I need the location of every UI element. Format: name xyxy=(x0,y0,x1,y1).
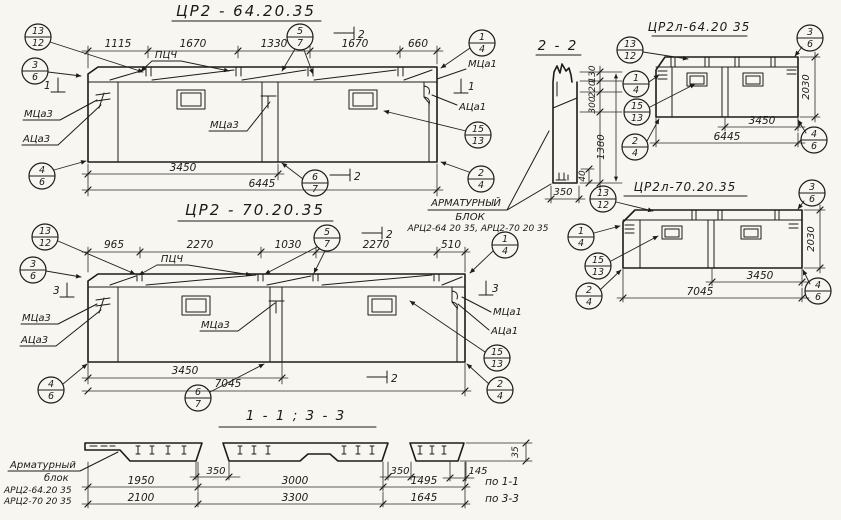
dim-label: 300 xyxy=(588,96,598,114)
callout-number: 7 xyxy=(194,399,202,410)
callout-number: 13 xyxy=(591,267,605,278)
callout-number: 7 xyxy=(323,239,331,250)
dim-label: 2100 xyxy=(127,492,155,504)
note-line: БЛОК xyxy=(455,212,485,223)
dim-label: 1330 xyxy=(260,38,288,50)
section-title: 2 - 2 xyxy=(537,38,579,54)
dim-label: 6445 xyxy=(248,178,276,190)
callout-number: 12 xyxy=(596,200,610,211)
callout-number: 13 xyxy=(31,26,45,37)
rebar-symbols xyxy=(90,446,446,454)
anchor-label-mca3-mid: МЦа3 xyxy=(210,120,239,131)
callout-6-7 xyxy=(302,170,328,196)
anchor-label-mca1: МЦа1 xyxy=(468,59,497,70)
section-details xyxy=(553,82,577,180)
callout-leader xyxy=(594,226,620,233)
callout-number: 7 xyxy=(311,184,319,195)
callout-number: 6 xyxy=(808,194,816,205)
callout-number: 5 xyxy=(323,227,331,238)
callout-number: 15 xyxy=(490,347,504,358)
callout-number: 4 xyxy=(501,246,509,257)
callout-leader xyxy=(410,301,485,352)
callout-number: 1 xyxy=(501,234,509,245)
callout-3-6 xyxy=(799,180,825,206)
pcch-label: ПЦЧ xyxy=(154,50,178,61)
dim-label: 35 xyxy=(511,446,521,458)
dimension-lines xyxy=(82,247,471,396)
anchor-label-aca1: АЦа1 xyxy=(491,326,519,337)
callout-number: 12 xyxy=(623,51,637,62)
callout-number: 4 xyxy=(496,391,504,402)
callout-number: 2 xyxy=(477,168,485,179)
section-mark-label: 3 xyxy=(53,285,60,297)
dim-label: 1645 xyxy=(410,492,438,504)
view-title: ЦР2л-70.20.35 xyxy=(633,180,737,194)
callout-number: 3 xyxy=(806,27,814,38)
callout-number: 6 xyxy=(810,141,818,152)
callout-leader xyxy=(647,119,659,141)
callout-leader xyxy=(643,52,688,59)
callout-15-13 xyxy=(624,99,650,125)
callout-number: 2 xyxy=(631,136,639,147)
dim-label: 350 xyxy=(206,466,226,477)
note-line: АРМАТУРНЫЙ xyxy=(431,198,501,209)
callout-number: 2 xyxy=(496,379,504,390)
section-mark-label: 1 xyxy=(44,80,51,92)
callout-number: 6 xyxy=(29,271,37,282)
callout-6-7 xyxy=(185,385,211,411)
callout-4-6 xyxy=(801,127,827,153)
callout-number: 13 xyxy=(490,359,504,370)
callout-13-12 xyxy=(590,186,616,212)
callout-number: 4 xyxy=(477,180,485,191)
section-mark-label: 2 xyxy=(354,171,361,183)
callout-number: 5 xyxy=(296,26,304,37)
dim-label: 3450 xyxy=(746,270,774,282)
callout-number: 13 xyxy=(596,188,610,199)
callout-leader xyxy=(46,271,81,277)
callout-number: 2 xyxy=(585,285,593,296)
callout-15-13 xyxy=(484,345,510,371)
callout-3-6 xyxy=(20,257,46,283)
panel-details xyxy=(88,274,465,362)
callout-number: 4 xyxy=(631,148,639,159)
callout-number: 4 xyxy=(38,165,46,176)
callout-number: 6 xyxy=(194,387,202,398)
callout-3-6 xyxy=(797,25,823,51)
dim-label: 220 xyxy=(588,80,598,98)
callout-leader xyxy=(282,163,303,179)
anchor-label-aca3: АЦа3 xyxy=(21,335,49,346)
dim-label: 2030 xyxy=(801,74,812,100)
dim-label: 1495 xyxy=(410,475,438,487)
anchor-label-mca1: МЦа1 xyxy=(493,307,522,318)
panel-details xyxy=(656,57,798,117)
section-strip-outline xyxy=(85,443,464,461)
dim-label: 965 xyxy=(103,239,125,251)
dim-label: 1950 xyxy=(127,475,155,487)
callout-15-13 xyxy=(585,253,611,279)
anchor-label-mca3: МЦа3 xyxy=(22,313,51,324)
row-note: по 1-1 xyxy=(485,476,519,488)
callout-leader xyxy=(48,72,81,76)
dim-label: 1030 xyxy=(274,239,302,251)
anchor-leader xyxy=(462,297,491,312)
section-mark-label: 1 xyxy=(468,81,475,93)
callout-leader xyxy=(470,251,493,273)
dim-label: 1670 xyxy=(179,38,207,50)
view-title: ЦР2 - 70.20.35 xyxy=(185,201,325,219)
callout-number: 4 xyxy=(47,379,55,390)
view-title: ЦР2л-64.20 35 xyxy=(647,20,751,34)
callout-number: 6 xyxy=(311,172,319,183)
callout-number: 4 xyxy=(810,129,818,140)
callout-leader xyxy=(795,47,802,56)
dim-label: 2270 xyxy=(186,239,214,251)
anchor-leader xyxy=(458,304,489,330)
panel-details xyxy=(88,67,437,162)
callout-5-7 xyxy=(314,225,340,251)
dim-label: 2270 xyxy=(362,239,390,251)
section-mark-label: 2 xyxy=(391,373,398,385)
callout-number: 1 xyxy=(632,73,640,84)
callout-13-12 xyxy=(32,224,58,250)
section-mark-label: 3 xyxy=(492,283,499,295)
dim-label: 2030 xyxy=(806,226,817,252)
callout-number: 7 xyxy=(296,38,304,49)
callout-2-4 xyxy=(468,166,494,192)
panel-details xyxy=(623,210,802,268)
callout-2-4 xyxy=(576,283,602,309)
dim-label: 660 xyxy=(407,38,429,50)
callout-number: 6 xyxy=(814,292,822,303)
view-cr2l-70-20-35 xyxy=(568,180,831,309)
callout-number: 1 xyxy=(577,226,585,237)
callout-leader xyxy=(467,364,489,384)
callout-4-6 xyxy=(805,278,831,304)
callout-13-12 xyxy=(617,37,643,63)
callout-leader xyxy=(441,48,470,68)
dim-label: 1115 xyxy=(104,38,132,50)
dim-label: 3450 xyxy=(171,365,199,377)
dim-label: 40 xyxy=(578,170,588,182)
dim-label: 1380 xyxy=(596,134,607,160)
callout-number: 1 xyxy=(478,32,486,43)
dim-label: 3300 xyxy=(281,492,309,504)
note-line: АРЦ2-64.20 35 xyxy=(4,486,72,496)
dim-label: 6445 xyxy=(713,131,741,143)
note-line: блок xyxy=(44,473,69,484)
callout-leader xyxy=(63,364,87,384)
pcch-label: ПЦЧ xyxy=(160,254,184,265)
callout-5-7 xyxy=(287,24,313,50)
dim-label: 145 xyxy=(468,466,488,477)
dim-label: 350 xyxy=(390,466,410,477)
callout-3-6 xyxy=(22,58,48,84)
callout-number: 6 xyxy=(31,72,39,83)
anchor-leader xyxy=(437,69,466,79)
callout-2-4 xyxy=(487,377,513,403)
dim-label: 1670 xyxy=(341,38,369,50)
section-title: 1 - 1 ; 3 - 3 xyxy=(245,408,347,424)
callout-1-4 xyxy=(492,232,518,258)
reinforcement-block-note-left xyxy=(3,452,118,507)
anchor-label-aca1: АЦа1 xyxy=(459,102,487,113)
callout-number: 13 xyxy=(630,113,644,124)
anchor-label-mca3-mid: МЦа3 xyxy=(201,320,230,331)
callout-number: 4 xyxy=(814,280,822,291)
pcch-leader xyxy=(181,61,229,71)
callout-number: 3 xyxy=(29,259,37,270)
callout-number: 13 xyxy=(471,136,485,147)
dim-label: 3450 xyxy=(748,115,776,127)
callout-leader xyxy=(384,111,466,131)
callout-leader xyxy=(611,236,658,261)
callout-leader xyxy=(441,162,469,172)
view-cr2l-64-20-35 xyxy=(617,20,827,160)
anchor-label-aca3: АЦа3 xyxy=(23,134,51,145)
callout-number: 4 xyxy=(478,44,486,55)
callout-number: 15 xyxy=(591,255,605,266)
callout-number: 4 xyxy=(577,238,585,249)
section-mark-label: 2 xyxy=(386,229,393,241)
callout-number: 3 xyxy=(31,60,39,71)
callout-leader xyxy=(54,161,86,170)
callout-leader xyxy=(265,247,317,274)
callout-2-4 xyxy=(622,134,648,160)
view-title: ЦР2 - 64.20.35 xyxy=(176,2,316,20)
dimension-ticks xyxy=(620,207,823,301)
view-cr2-64-20-35 xyxy=(22,2,497,196)
callout-number: 12 xyxy=(31,38,45,49)
dim-label: 130 xyxy=(588,65,598,83)
callout-number: 4 xyxy=(585,297,593,308)
row-note: по 3-3 xyxy=(485,493,519,505)
callout-4-6 xyxy=(38,377,64,403)
dim-label: 3000 xyxy=(281,475,309,487)
section-mark-label: 2 xyxy=(358,29,365,41)
callout-number: 13 xyxy=(38,226,52,237)
dim-label: 7045 xyxy=(214,378,242,390)
callout-15-13 xyxy=(465,122,491,148)
panel-outline xyxy=(656,57,798,117)
callout-number: 6 xyxy=(47,391,55,402)
note-line: АРЦ2-70 20 35 xyxy=(4,497,72,507)
callout-number: 6 xyxy=(806,39,814,50)
dimension-ticks xyxy=(85,249,468,394)
dim-label: 350 xyxy=(553,187,573,198)
section-1-1-3-3 xyxy=(3,408,532,508)
section-cut-marks xyxy=(51,27,468,181)
note-leader xyxy=(507,131,551,210)
callout-number: 3 xyxy=(808,182,816,193)
callout-number: 15 xyxy=(471,124,485,135)
callout-leader xyxy=(649,75,659,82)
callout-number: 4 xyxy=(632,85,640,96)
callout-13-12 xyxy=(25,24,51,50)
dim-label: 3450 xyxy=(169,162,197,174)
note-line: АРЦ2-64 20 35, АРЦ2-70 20 35 xyxy=(407,224,549,234)
callout-4-6 xyxy=(29,163,55,189)
dim-label: 7045 xyxy=(686,286,714,298)
anchor-label-mca3: МЦа3 xyxy=(24,109,53,120)
note-line: Арматурный xyxy=(10,460,76,471)
dim-label: 510 xyxy=(440,239,462,251)
section-2-2 xyxy=(536,38,622,203)
callout-number: 12 xyxy=(38,238,52,249)
callout-1-4 xyxy=(568,224,594,250)
callout-1-4 xyxy=(623,71,649,97)
callout-number: 6 xyxy=(38,177,46,188)
callout-number: 15 xyxy=(630,101,644,112)
callout-1-4 xyxy=(469,30,495,56)
callout-number: 13 xyxy=(623,39,637,50)
anchor-leader xyxy=(432,95,457,105)
